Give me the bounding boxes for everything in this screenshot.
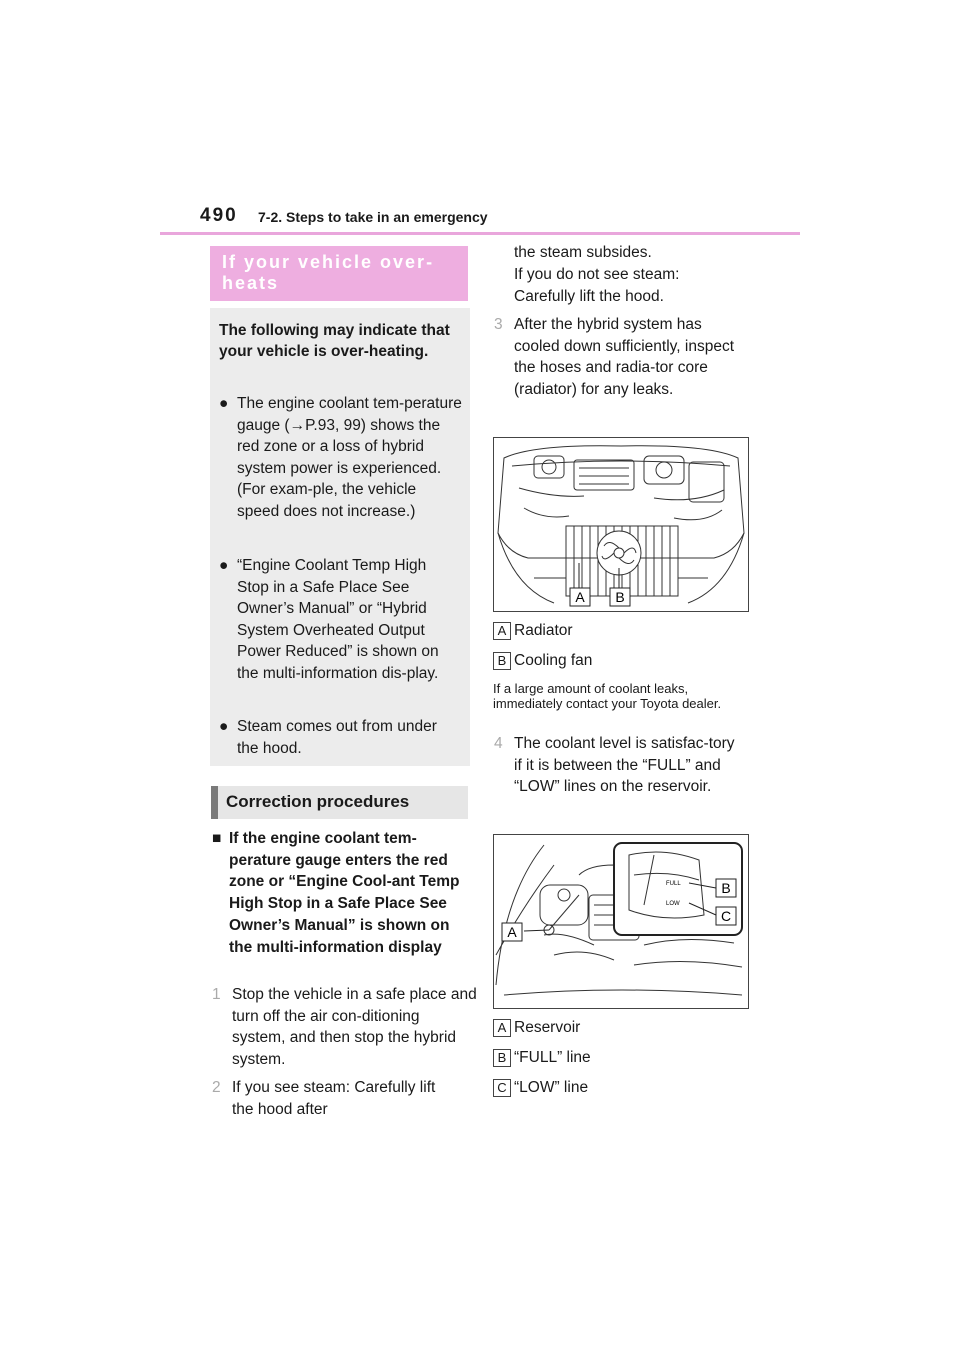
step-number: 2 [212, 1079, 221, 1096]
legend-tag: C [493, 1079, 511, 1097]
legend-tag: A [493, 1019, 511, 1037]
legend-tag: A [493, 622, 511, 640]
header-rule [160, 232, 800, 235]
step-2-continued: the steam subsides. [514, 244, 652, 261]
figure-radiator [493, 437, 749, 612]
legend-tag: B [493, 652, 511, 670]
step-number: 4 [494, 735, 503, 752]
figure-reservoir [493, 834, 749, 1009]
callout-b: B [721, 880, 731, 896]
step-number: 1 [212, 986, 221, 1003]
reservoir-illustration [494, 835, 748, 1008]
symptoms-box [210, 308, 470, 766]
chapter-title: 7-2. Steps to take in an emergency [258, 209, 488, 225]
callout-a: A [575, 589, 585, 605]
symptoms-intro: The following may indicate that your vehicle is over-heating. [219, 322, 450, 360]
coolant-leak-note: If a large amount of coolant leaks, immediately contact your Toyota dealer. [493, 681, 722, 711]
page-number: 490 [200, 205, 238, 226]
full-mark: FULL [666, 881, 681, 887]
correction-heading-box [211, 786, 468, 819]
square-bullet-icon: ■ [212, 830, 222, 847]
low-mark: LOW [666, 901, 680, 907]
bullet-icon: ● [219, 718, 229, 735]
no-steam-instruction: If you do not see steam: Carefully lift the hood. [514, 266, 680, 305]
correction-heading: Correction procedures [226, 792, 410, 811]
bullet-icon: ● [219, 557, 229, 574]
callout-b: B [615, 589, 625, 605]
callout-a: A [507, 924, 517, 940]
callout-c: C [720, 908, 732, 924]
section-title-box [210, 246, 468, 301]
section-title: If your vehicle over-heats [222, 252, 435, 293]
bullet-icon: ● [219, 395, 229, 412]
engine-bay-illustration [494, 438, 748, 611]
legend-tag: B [493, 1049, 511, 1067]
step-number: 3 [494, 316, 503, 333]
